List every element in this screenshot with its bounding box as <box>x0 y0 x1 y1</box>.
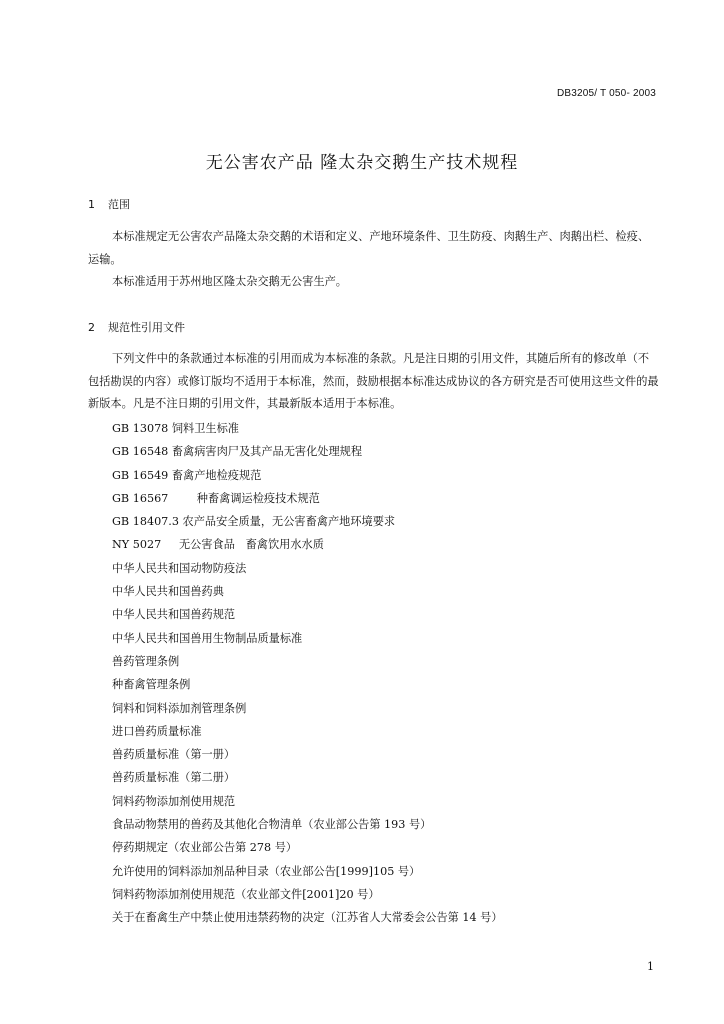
reference-item: 停药期规定（农业部公告第 278 号） <box>112 841 298 855</box>
reference-item: 饲料和饲料添加剂管理条例 <box>112 701 247 715</box>
section-number: 2 <box>88 321 95 334</box>
reference-item: 关于在畜禽生产中禁止使用违禁药物的决定（江苏省人大常委会公告第 14 号） <box>112 911 503 925</box>
reference-item: GB 16567 种畜禽调运检疫技术规范 <box>112 491 320 505</box>
section-2-heading <box>88 319 185 335</box>
reference-item: 允许使用的饲料添加剂品种目录（农业部公告[1999]105 号） <box>112 864 421 878</box>
reference-item: 饲料药物添加剂使用规范 <box>112 794 236 808</box>
document-title: 无公害农产品 隆太杂交鹅生产技术规程 <box>205 153 519 173</box>
reference-item: 种畜禽管理条例 <box>112 678 191 692</box>
page-number: 1 <box>647 960 654 973</box>
reference-item: 饲料药物添加剂使用规范（农业部文件[2001]20 号） <box>112 887 380 901</box>
reference-item: 中华人民共和国兽药典 <box>112 585 224 599</box>
section-title: 规范性引用文件 <box>108 321 185 334</box>
reference-item: 进口兽药质量标准 <box>112 724 202 738</box>
section-1-paragraph: 本标准适用于苏州地区隆太杂交鹅无公害生产。 <box>112 275 347 288</box>
reference-item: GB 13078 饲料卫生标准 <box>112 422 239 435</box>
reference-item: GB 16548 畜禽病害肉尸及其产品无害化处理规程 <box>112 445 363 459</box>
section-2-paragraph: 下列文件中的条款通过本标准的引用而成为本标准的条款。凡是注日期的引用文件，其随后所有的修改单（不包括勘误的内容）或修订版均不适用于本标准，然而，鼓励根据本标准达成协议的各方研究是否可使用这些文件的最新版本。凡是不注日期的引用文件，其最新版本适用于本标准。 <box>88 352 659 410</box>
reference-item: GB 18407.3 农产品安全质量，无公害畜禽产地环境要求 <box>112 515 396 529</box>
reference-item: 兽药质量标准（第二册） <box>112 771 236 785</box>
reference-item: NY 5027 无公害食品 畜禽饮用水水质 <box>112 538 324 552</box>
reference-item: 食品动物禁用的兽药及其他化合物清单（农业部公告第 193 号） <box>112 818 432 832</box>
reference-item: 中华人民共和国动物防疫法 <box>112 561 247 575</box>
section-1-paragraph: 本标准规定无公害农产品隆太杂交鹅的术语和定义、产地环境条件、卫生防疫、肉鹅生产、肉鹅出栏、检疫、运输。 <box>88 230 650 266</box>
reference-list <box>112 417 672 930</box>
reference-item: 中华人民共和国兽用生物制品质量标准 <box>112 631 303 645</box>
reference-item: 兽药质量标准（第一册） <box>112 748 236 762</box>
reference-item: GB 16549 畜禽产地检疫规范 <box>112 468 262 482</box>
section-1-heading <box>88 196 130 212</box>
reference-item: 兽药管理条例 <box>112 654 180 668</box>
document-code: DB3205/ T 050- 2003 <box>556 88 656 99</box>
reference-item: 中华人民共和国兽药规范 <box>112 608 236 622</box>
section-number: 1 <box>88 198 95 211</box>
section-title: 范围 <box>108 198 130 211</box>
